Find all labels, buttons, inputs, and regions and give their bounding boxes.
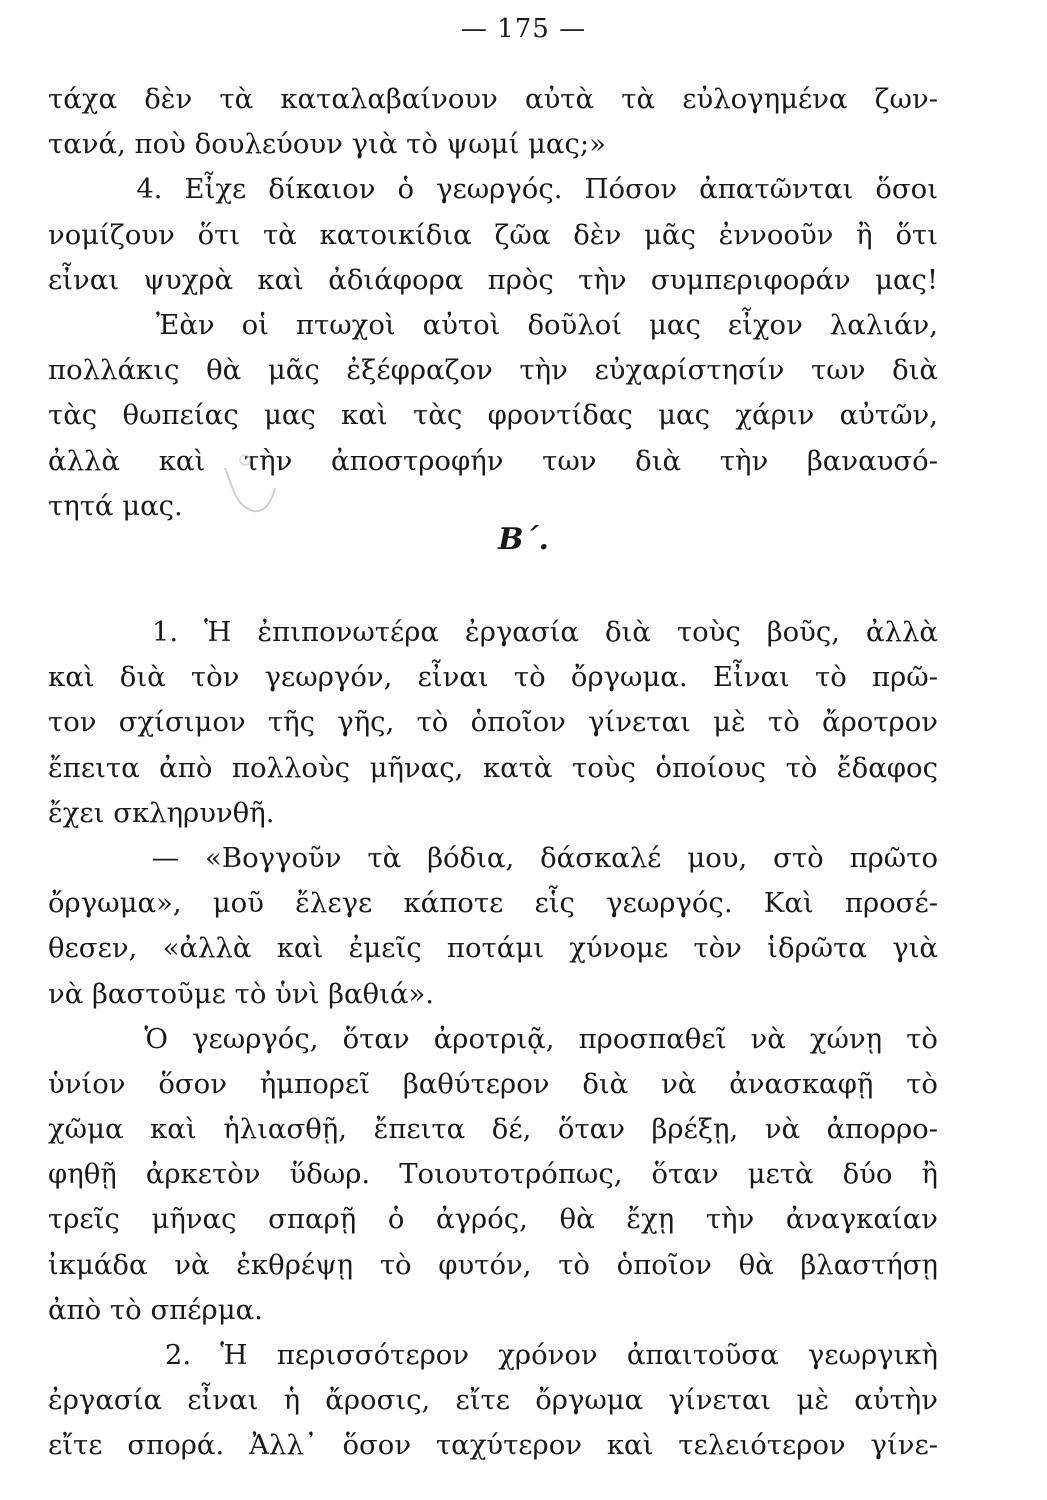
text-line: Ἐὰν οἱ πτωχοὶ αὐτοὶ δοῦλοί μας εἶχον λαλιάν, xyxy=(48,308,939,341)
text-line: 4. Εἶχε δίκαιον ὁ γεωργός. Πόσον ἀπατῶνται ὅσοι xyxy=(48,173,939,206)
section-heading: B΄. xyxy=(498,522,549,557)
text-line: — «Βογγοῦν τὰ βόδια, δάσκαλέ μου, στὸ πρῶτο xyxy=(48,841,938,874)
text-line: τητά μας. xyxy=(48,489,183,522)
text-line: τανά, ποὺ δουλεύουν γιὰ τὸ ψωμί μας;» xyxy=(48,128,606,161)
paragraph-block-a xyxy=(48,77,938,529)
pencil-mark-icon xyxy=(205,448,295,528)
text-line: εἶναι ψυχρὰ καὶ ἀδιάφορα πρὸς τὴν συμπεριφοράν μας! xyxy=(48,263,938,296)
text-line: ὑνίον ὅσον ἠμπορεῖ βαθύτερον διὰ νὰ ἀνασκαφῇ τὸ xyxy=(48,1067,938,1100)
text-line: ἰκμάδα νὰ ἐκθρέψῃ τὸ φυτόν, τὸ ὁποῖον θὰ βλαστήσῃ xyxy=(48,1248,938,1281)
paragraph-block-b xyxy=(48,610,938,1469)
text-line: νομίζουν ὅτι τὰ κατοικίδια ζῶα δὲν μᾶς ἐννοοῦν ἢ ὅτι xyxy=(48,218,938,251)
text-line: χῶμα καὶ ἡλιασθῇ, ἔπειτα δέ, ὅταν βρέξῃ, νὰ ἀπορρο- xyxy=(48,1113,938,1146)
text-line: τρεῖς μῆνας σπαρῇ ὁ ἀγρός, θὰ ἔχῃ τὴν ἀναγκαίαν xyxy=(48,1203,938,1236)
page-number: — 175 — xyxy=(460,14,587,44)
text-line: θεσεν, «ἀλλὰ καὶ ἐμεῖς ποτάμι χύνομε τὸν ἱδρῶτα γιὰ xyxy=(48,932,938,965)
text-line: 2. Ἡ περισσότερον χρόνον ἀπαιτοῦσα γεωργικὴ xyxy=(48,1339,939,1371)
text-line: Ὁ γεωργός, ὅταν ἀροτριᾷ, προσπαθεῖ νὰ χώνῃ τὸ xyxy=(48,1022,938,1055)
text-line: φηθῇ ἀρκετὸν ὕδωρ. Τοιουτοτρόπως, ὅταν μετὰ δύο ἢ xyxy=(48,1158,938,1191)
text-line: τάχα δὲν τὰ καταλαβαίνουν αὐτὰ τὰ εὐλογημένα ζων- xyxy=(48,83,938,115)
text-line: πολλάκις θὰ μᾶς ἐξέφραζον τὴν εὐχαρίστησίν των διὰ xyxy=(48,354,938,387)
text-line: ἔχει σκληρυνθῆ. xyxy=(48,796,275,829)
text-line: ἐργασία εἶναι ἡ ἄροσις, εἴτε ὄργωμα γίνεται μὲ αὐτὴν xyxy=(48,1384,938,1417)
text-line: 1. Ἡ ἐπιπονωτέρα ἐργασία διὰ τοὺς βοῦς, ἀλλὰ xyxy=(48,616,939,648)
text-line: ἀλλὰ καὶ τὴν ἀποστροφήν των διὰ τὴν βαναυσό- xyxy=(48,444,938,477)
text-line: καὶ διὰ τὸν γεωργόν, εἶναι τὸ ὄργωμα. Εἶναι τὸ πρῶ- xyxy=(48,661,938,694)
text-line: τον σχίσιμον τῆς γῆς, τὸ ὁποῖον γίνεται μὲ τὸ ἄροτρον xyxy=(48,706,938,739)
text-line: ἔπειτα ἀπὸ πολλοὺς μῆνας, κατὰ τοὺς ὁποίους τὸ ἔδαφος xyxy=(48,751,938,784)
text-line: ὄργωμα», μοῦ ἔλεγε κάποτε εἷς γεωργός. Καὶ προσέ- xyxy=(48,887,938,920)
text-line: νὰ βαστοῦμε τὸ ὑνὶ βαθιά». xyxy=(48,977,435,1010)
text-line: ἀπὸ τὸ σπέρμα. xyxy=(48,1293,263,1326)
text-line: τὰς θωπείας μας καὶ τὰς φροντίδας μας χάριν αὐτῶν, xyxy=(48,399,938,432)
text-line: εἴτε σπορά. Ἀλλ᾽ ὅσον ταχύτερον καὶ τελειότερον γίνε- xyxy=(48,1429,938,1462)
